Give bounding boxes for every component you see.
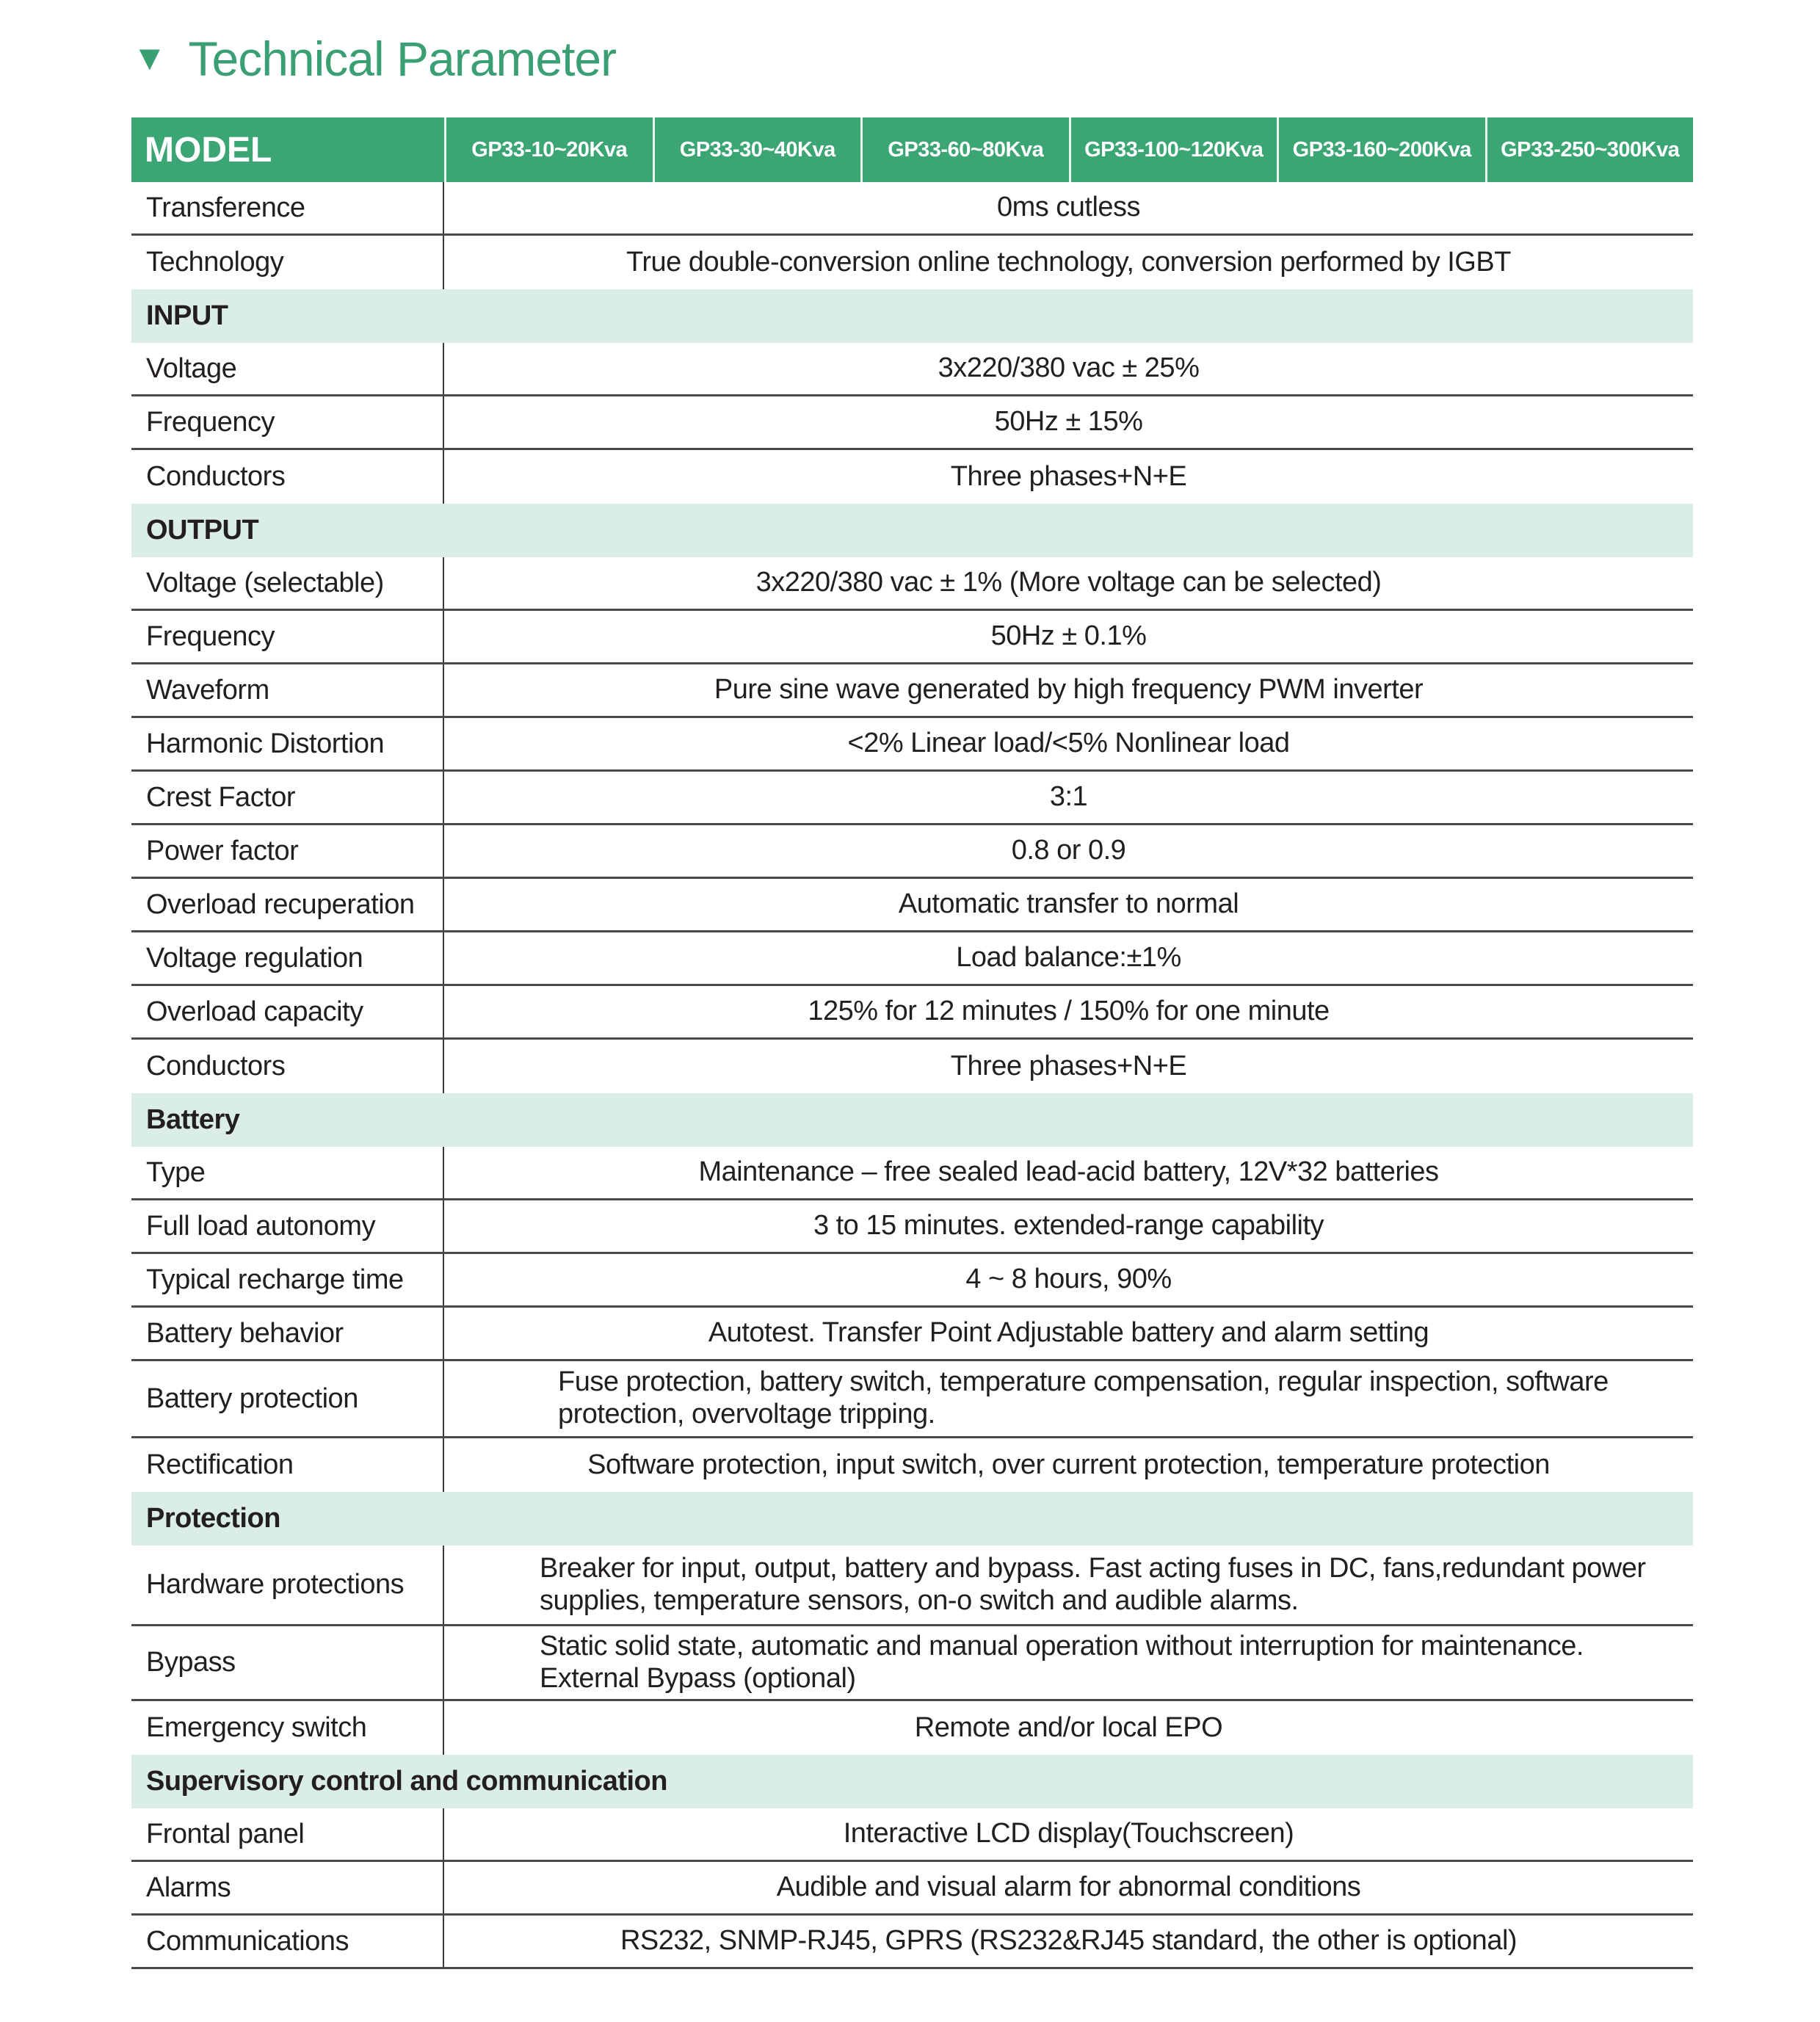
param-label: Waveform	[131, 664, 444, 716]
section-input: INPUT	[131, 289, 1693, 343]
model-column: GP33-60~80Kva	[860, 117, 1069, 182]
table-row	[131, 1361, 1693, 1438]
param-label: Overload recuperation	[131, 879, 444, 930]
param-value: Static solid state, automatic and manual operation without interruption for maintenance. External Bypass (optional)	[540, 1630, 1584, 1694]
param-label: Communications	[131, 1916, 444, 1967]
param-value: Software protection, input switch, over current protection, temperature protection	[587, 1449, 1550, 1480]
param-value: Automatic transfer to normal	[898, 888, 1239, 920]
table-row	[131, 1254, 1693, 1308]
param-value: 3:1	[1049, 781, 1088, 813]
param-label: Typical recharge time	[131, 1254, 444, 1305]
param-label: Conductors	[131, 1040, 444, 1093]
param-value: Remote and/or local EPO	[914, 1711, 1223, 1743]
param-label: Voltage (selectable)	[131, 557, 444, 609]
table-row	[131, 396, 1693, 450]
table-row	[131, 986, 1693, 1040]
table-row	[131, 1546, 1693, 1626]
table-row	[131, 1701, 1693, 1755]
param-value: RS232, SNMP-RJ45, GPRS (RS232&RJ45 standard, the other is optional)	[620, 1925, 1518, 1957]
param-label: Full load autonomy	[131, 1200, 444, 1252]
param-value: 4 ~ 8 hours, 90%	[965, 1264, 1172, 1295]
model-column: GP33-250~300Kva	[1485, 117, 1694, 182]
section-output: OUTPUT	[131, 504, 1693, 557]
param-value: Pure sine wave generated by high frequency PWM inverter	[714, 674, 1424, 706]
table-row	[131, 1808, 1693, 1862]
model-header-row	[131, 117, 1693, 182]
param-value: 3x220/380 vac ± 1% (More voltage can be selected)	[755, 567, 1382, 598]
table-row	[131, 1438, 1693, 1492]
param-value: 125% for 12 minutes / 150% for one minute	[808, 996, 1330, 1027]
table-row	[131, 611, 1693, 664]
model-column: GP33-30~40Kva	[653, 117, 861, 182]
table-row	[131, 825, 1693, 879]
table-row	[131, 1040, 1693, 1093]
model-column: GP33-100~120Kva	[1069, 117, 1277, 182]
param-label: Battery behavior	[131, 1308, 444, 1359]
table-row	[131, 664, 1693, 718]
param-value: 0.8 or 0.9	[1011, 835, 1126, 866]
param-value: Audible and visual alarm for abnormal conditions	[776, 1871, 1361, 1903]
table-row	[131, 1862, 1693, 1916]
table-row	[131, 1626, 1693, 1701]
section-battery: Battery	[131, 1093, 1693, 1147]
table-row	[131, 450, 1693, 504]
table-row	[131, 718, 1693, 772]
param-value: 3 to 15 minutes. extended-range capability	[813, 1210, 1324, 1242]
param-value: Three phases+N+E	[950, 460, 1187, 492]
param-label: Transference	[131, 182, 444, 233]
page-title	[132, 31, 616, 87]
param-value: Autotest. Transfer Point Adjustable battery and alarm setting	[708, 1317, 1429, 1349]
param-label: Bypass	[131, 1626, 444, 1699]
param-value: 50Hz ± 0.1%	[990, 620, 1147, 652]
param-value: True double-conversion online technology, conversion performed by IGBT	[626, 246, 1511, 278]
param-value: 0ms cutless	[996, 192, 1141, 223]
table-row	[131, 1200, 1693, 1254]
table-row	[131, 879, 1693, 932]
param-label: Voltage regulation	[131, 932, 444, 984]
param-label: Rectification	[131, 1438, 444, 1492]
param-value: Fuse protection, battery switch, temperature compensation, regular inspection, software protection, overvoltage tripping.	[558, 1366, 1609, 1429]
param-label: Hardware protections	[131, 1546, 444, 1624]
param-value: <2% Linear load/<5% Nonlinear load	[847, 728, 1290, 759]
param-value: Breaker for input, output, battery and bypass. Fast acting fuses in DC, fans,redundant power supplies, temperature sensors, on-o switch and audible alarms.	[540, 1552, 1646, 1616]
table-row	[131, 1916, 1693, 1969]
param-value: Interactive LCD display(Touchscreen)	[843, 1818, 1294, 1849]
param-label: Technology	[131, 236, 444, 289]
param-label: Harmonic Distortion	[131, 718, 444, 769]
param-label: Frequency	[131, 611, 444, 662]
page-title-text: Technical Parameter	[188, 32, 617, 86]
param-label: Crest Factor	[131, 772, 444, 823]
param-label: Conductors	[131, 450, 444, 504]
triangle-down-icon: ▼	[132, 39, 167, 78]
table-row	[131, 236, 1693, 289]
table-row	[131, 772, 1693, 825]
section-supervisory: Supervisory control and communication	[131, 1755, 1693, 1808]
table-row	[131, 1147, 1693, 1200]
table-row	[131, 182, 1693, 236]
table-row	[131, 932, 1693, 986]
param-value: Load balance:±1%	[956, 942, 1181, 974]
spec-table	[131, 117, 1693, 1969]
table-row	[131, 343, 1693, 396]
model-label: MODEL	[145, 130, 272, 170]
table-row	[131, 557, 1693, 611]
param-value: 50Hz ± 15%	[994, 406, 1143, 438]
param-value: Three phases+N+E	[950, 1050, 1187, 1081]
param-label: Battery protection	[131, 1361, 444, 1436]
param-label: Overload capacity	[131, 986, 444, 1037]
param-label: Type	[131, 1147, 444, 1198]
param-label: Power factor	[131, 825, 444, 877]
model-column: GP33-160~200Kva	[1277, 117, 1485, 182]
table-row	[131, 1308, 1693, 1361]
param-value: Maintenance – free sealed lead-acid battery, 12V*32 batteries	[698, 1156, 1439, 1188]
model-column: GP33-10~20Kva	[444, 117, 653, 182]
param-label: Frequency	[131, 396, 444, 448]
param-label: Frontal panel	[131, 1808, 444, 1860]
param-value: 3x220/380 vac ± 25%	[938, 352, 1200, 384]
param-label: Emergency switch	[131, 1701, 444, 1755]
param-label: Alarms	[131, 1862, 444, 1913]
param-label: Voltage	[131, 343, 444, 394]
section-protection: Protection	[131, 1492, 1693, 1546]
